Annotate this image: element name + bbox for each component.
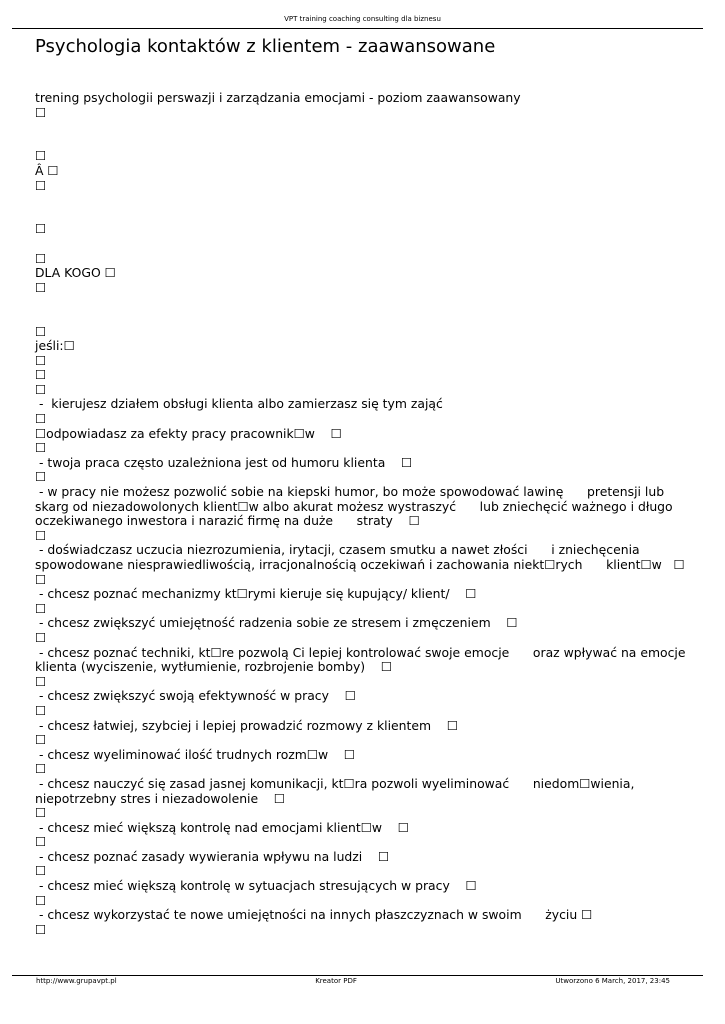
body-line: ☐ xyxy=(35,250,47,266)
body-line: - twoja praca często uzależniona jest od humoru klienta ☐ xyxy=(35,454,413,470)
body-line: - chcesz mieć większą kontrolę nad emocjami klient☐w ☐ xyxy=(35,819,409,835)
body-line: - chcesz poznać zasady wywierania wpływu na ludzi ☐ xyxy=(35,848,390,864)
body-line: ☐ xyxy=(35,411,47,427)
body-line: ☐ xyxy=(35,323,47,339)
body-line: ☐ xyxy=(35,702,47,718)
body-line: ☐ xyxy=(35,177,47,193)
body-line: - chcesz nauczyć się zasad jasnej komunikacji, kt☐ra pozwoli wyeliminować niedom☐wienia, niepotrzebny stres i niezadowolenie ☐ xyxy=(35,775,639,806)
body-line: - chcesz poznać techniki, kt☐re pozwolą Ci lepiej kontrolować swoje emocje oraz wpływać na emocje klienta (wyciszenie, wytłumienie, rozbrojenie bomby) ☐ xyxy=(35,644,690,675)
footer-created: Utworzono 6 March, 2017, 23:45 xyxy=(555,977,670,985)
body-line: ☐ xyxy=(35,221,47,237)
document-title: Psychologia kontaktów z klientem - zaawansowane xyxy=(35,36,496,57)
body-line: ☐odpowiadasz za efekty pracy pracownik☐w ☐ xyxy=(35,425,342,441)
body-line: ☐ xyxy=(35,571,47,587)
body-line xyxy=(35,237,695,252)
page-header: VPT training coaching consulting dla biznesu xyxy=(284,15,441,23)
document-body xyxy=(35,91,695,937)
body-line xyxy=(35,208,695,223)
body-line: Â ☐ xyxy=(35,162,59,178)
body-line: ☐ xyxy=(35,352,47,368)
body-line: - w pracy nie możesz pozwolić sobie na kiepski humor, bo może spowodować lawinę pretensji lub skarg od niezadowolonych klient☐w albo akurat możesz wystraszyć lub zniechęcić ważnego i długo oczekiwanego inwestora i narazić firmę na duże straty ☐ xyxy=(35,484,677,529)
body-line: ☐ xyxy=(35,761,47,777)
body-line xyxy=(35,310,695,325)
footer-generator: Kreator PDF xyxy=(315,977,357,985)
body-line: ☐ xyxy=(35,367,47,383)
body-line: jeśli:☐ xyxy=(35,338,75,354)
body-line: - chcesz mieć większą kontrolę w sytuacjach stresujących w pracy ☐ xyxy=(35,878,477,894)
body-line: ☐ xyxy=(35,527,47,543)
header-divider xyxy=(12,28,703,29)
body-line: trening psychologii perswazji i zarządzania emocjami - poziom zaawansowany xyxy=(35,90,521,105)
body-line: - chcesz wyeliminować ilość trudnych rozm☐w ☐ xyxy=(35,746,355,762)
body-line xyxy=(35,295,695,310)
body-line: ☐ xyxy=(35,148,47,164)
body-line: ☐ xyxy=(35,600,47,616)
body-line: ☐ xyxy=(35,469,47,485)
body-line: ☐ xyxy=(35,673,47,689)
body-line: ☐ xyxy=(35,892,47,908)
body-line: - chcesz poznać mechanizmy kt☐rymi kieruje się kupujący/ klient/ ☐ xyxy=(35,586,477,602)
body-line: ☐ xyxy=(35,863,47,879)
body-line: - doświadczasz uczucia niezrozumienia, irytacji, czasem smutku a nawet złości i zniechęcenia spowodowane niesprawiedliwością, irracjonalnością oczekiwań i zachowania niekt☐rych klient☐w ☐ xyxy=(35,542,685,572)
body-line: ☐ xyxy=(35,381,47,397)
body-line: ☐ xyxy=(35,921,47,937)
body-line: - chcesz zwiększyć umiejętność radzenia sobie ze stresem i zmęczeniem ☐ xyxy=(35,615,518,631)
body-line: - chcesz zwiększyć swoją efektywność w pracy ☐ xyxy=(35,688,356,704)
body-line xyxy=(35,120,695,135)
body-line: ☐ xyxy=(35,834,47,850)
body-line: ☐ xyxy=(35,104,47,120)
body-line xyxy=(35,193,695,208)
body-line xyxy=(35,135,695,150)
footer-url[interactable]: http://www.grupavpt.pl xyxy=(36,977,117,985)
body-line: ☐ xyxy=(35,629,47,645)
page-footer xyxy=(36,977,670,986)
body-line: - chcesz wykorzystać te nowe umiejętności na innych płaszczyznach w swoim życiu ☐ xyxy=(35,907,593,923)
body-line: ☐ xyxy=(35,805,47,821)
body-line: - chcesz łatwiej, szybciej i lepiej prowadzić rozmowy z klientem ☐ xyxy=(35,717,458,733)
body-line: DLA KOGO ☐ xyxy=(35,265,116,281)
footer-divider xyxy=(12,975,703,976)
body-line: ☐ xyxy=(35,279,47,295)
body-line: - kierujesz działem obsługi klienta albo zamierzasz się tym zająć xyxy=(35,396,443,412)
body-line: ☐ xyxy=(35,732,47,748)
body-line: ☐ xyxy=(35,440,47,456)
